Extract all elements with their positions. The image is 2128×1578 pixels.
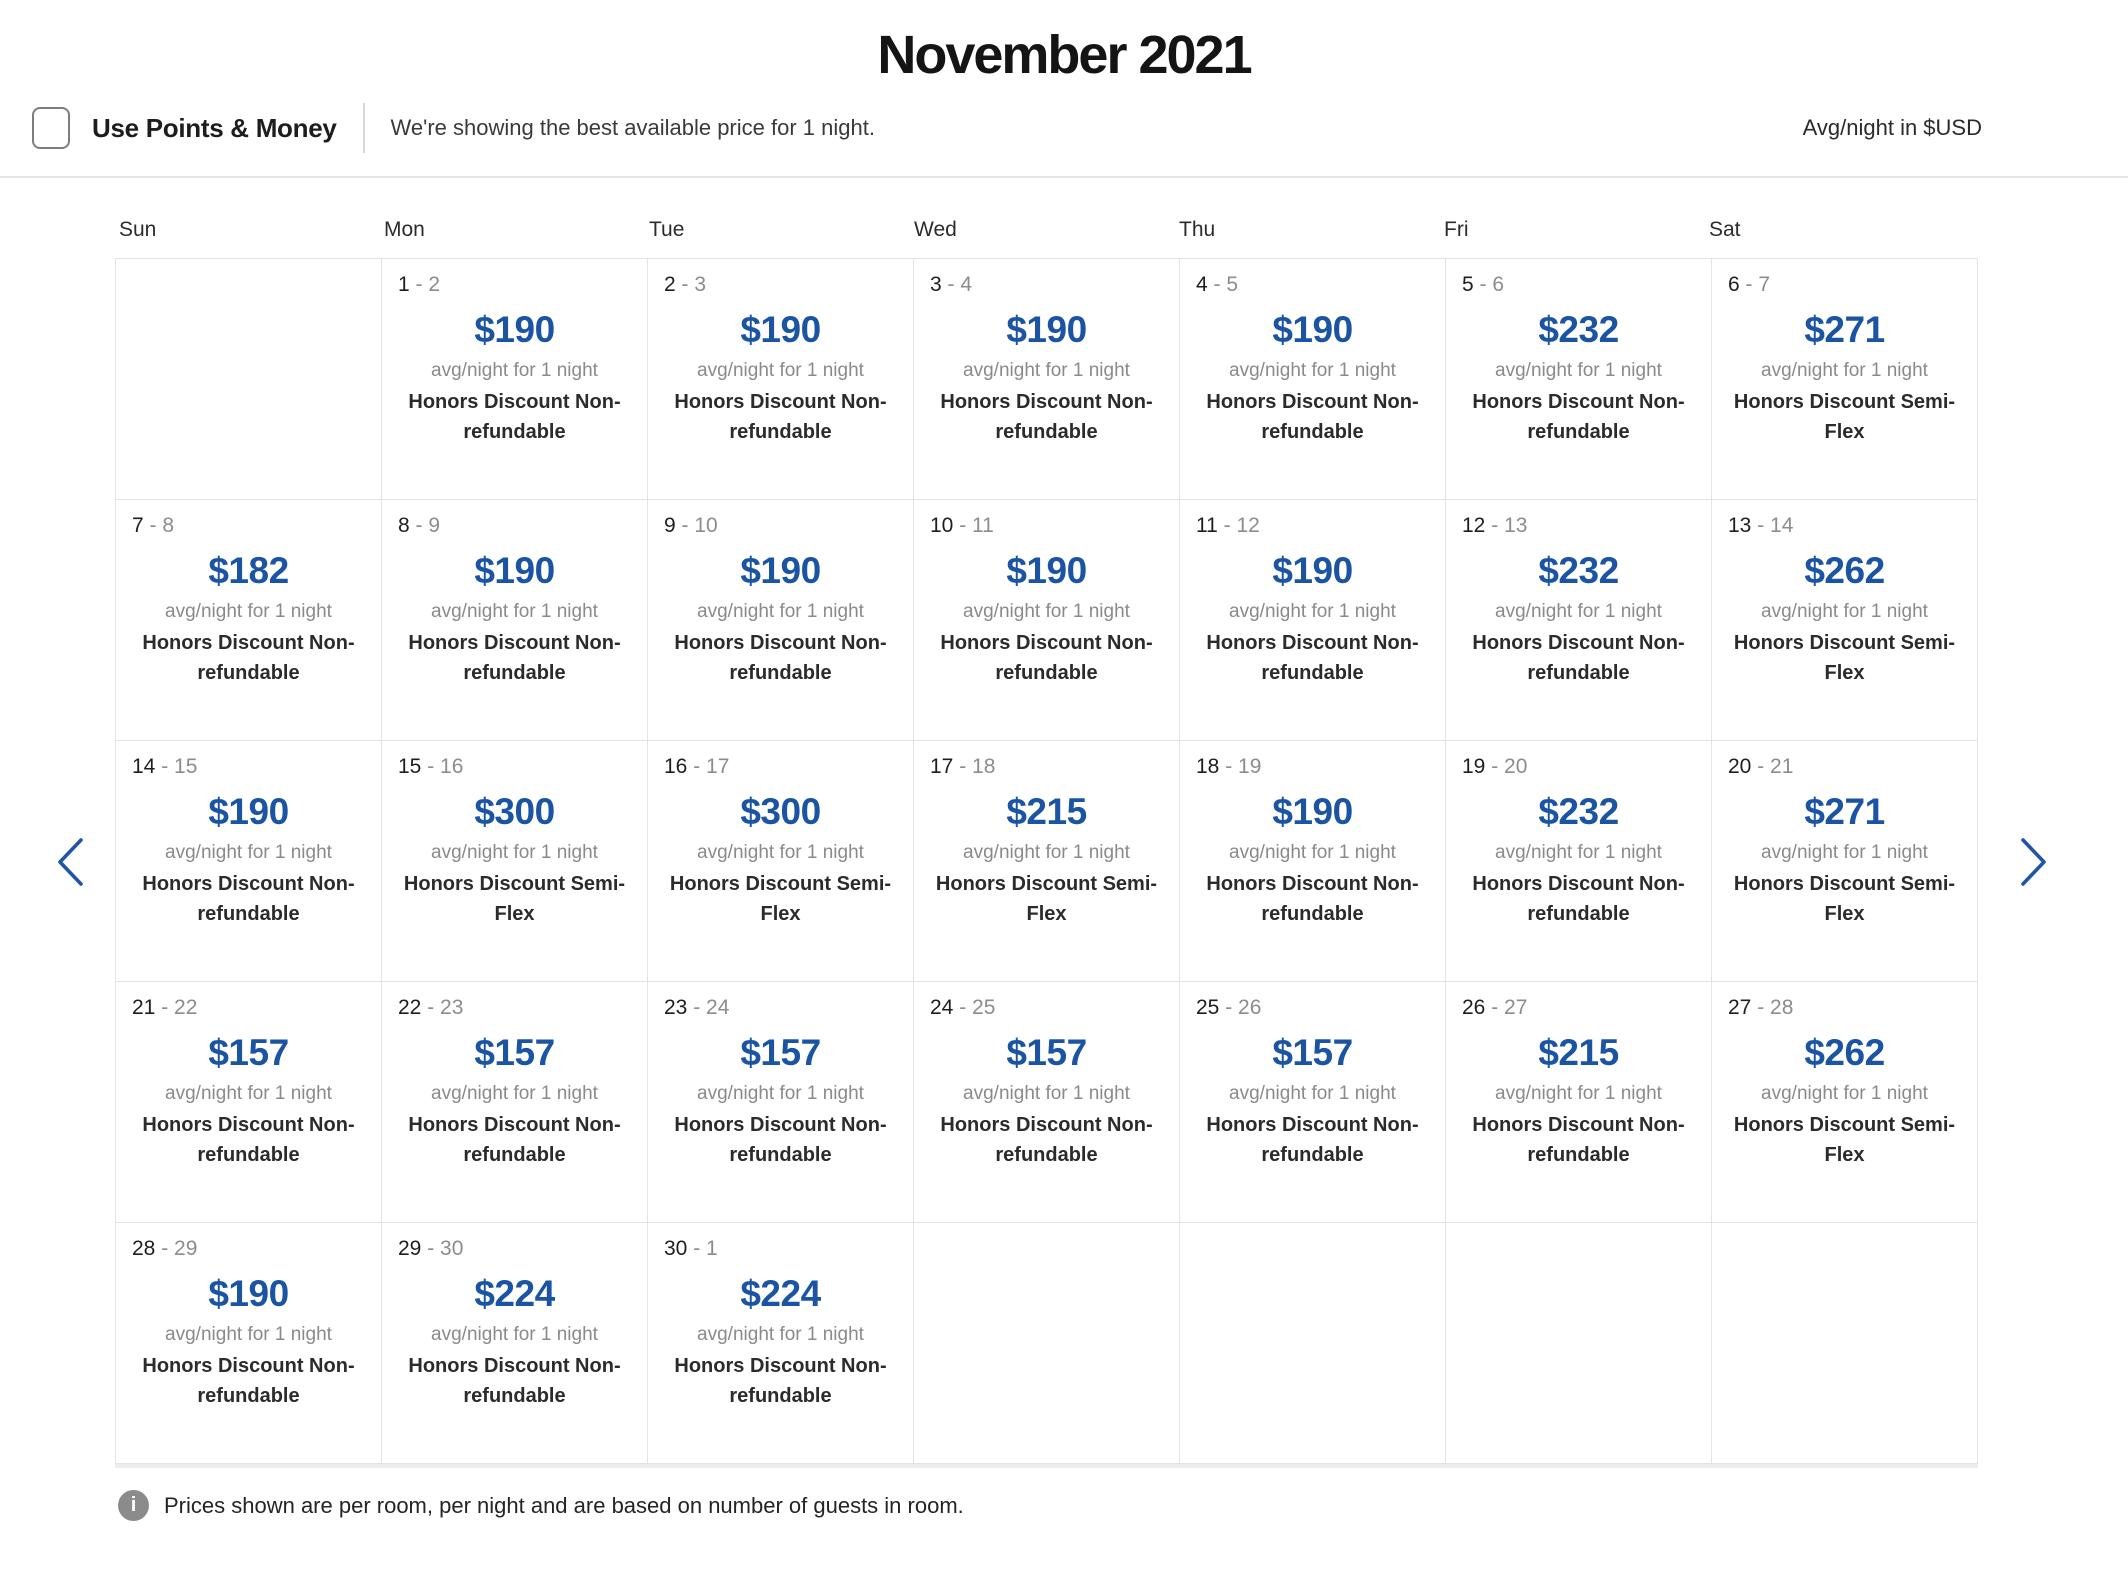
date-start: 22 xyxy=(398,996,422,1019)
chevron-left-icon xyxy=(55,837,85,887)
avg-night-label: avg/night for 1 night xyxy=(431,1083,598,1104)
calendar-cell[interactable] xyxy=(116,500,381,740)
date-start: 1 xyxy=(398,273,410,296)
date-range-label xyxy=(128,996,369,1020)
date-range-label xyxy=(1724,996,1965,1020)
weekday-header: Sun xyxy=(119,218,157,241)
rate-name-label: Honors Discount Non-refundable xyxy=(142,873,355,925)
calendar-cell-empty xyxy=(1180,1223,1445,1463)
rate-block xyxy=(1192,791,1433,929)
price-label: $190 xyxy=(740,550,821,591)
rate-name-label: Honors Discount Non-refundable xyxy=(1206,873,1419,925)
rate-name-label: Honors Discount Semi-Flex xyxy=(1733,873,1956,925)
calendar-cell[interactable] xyxy=(1446,259,1711,499)
rate-name-label: Honors Discount Non-refundable xyxy=(1472,632,1685,684)
price-label: $157 xyxy=(740,1032,821,1073)
date-range-label xyxy=(926,273,1167,297)
avg-night-label: avg/night for 1 night xyxy=(963,360,1130,381)
calendar-cell-empty xyxy=(116,259,381,499)
rate-name-label: Honors Discount Non-refundable xyxy=(142,632,355,684)
price-label: $182 xyxy=(208,550,289,591)
rate-block xyxy=(660,1032,901,1170)
calendar-cell[interactable] xyxy=(1180,982,1445,1222)
avg-night-label: avg/night for 1 night xyxy=(1761,842,1928,863)
calendar-area xyxy=(0,218,2128,1464)
avg-night-label: avg/night for 1 night xyxy=(1761,360,1928,381)
date-range-label xyxy=(1724,514,1965,538)
date-range-label xyxy=(394,755,635,779)
rate-name-label: Honors Discount Non-refundable xyxy=(1472,1114,1685,1166)
avg-night-label: avg/night for 1 night xyxy=(963,1083,1130,1104)
avg-night-label: avg/night for 1 night xyxy=(431,842,598,863)
rate-block xyxy=(660,791,901,929)
date-end: - 15 xyxy=(155,755,198,778)
avg-night-label: avg/night for 1 night xyxy=(1761,1083,1928,1104)
price-label: $300 xyxy=(740,791,821,832)
footnote-text: Prices shown are per room, per night and are based on number of guests in room. xyxy=(164,1492,964,1518)
avg-night-label: avg/night for 1 night xyxy=(697,601,864,622)
price-label: $271 xyxy=(1804,309,1885,350)
info-icon: i xyxy=(118,1490,149,1521)
date-end: - 25 xyxy=(953,996,996,1019)
calendar-cell[interactable] xyxy=(914,259,1179,499)
date-start: 11 xyxy=(1196,514,1218,537)
rate-name-label: Honors Discount Non-refundable xyxy=(674,1355,887,1407)
date-end: - 27 xyxy=(1485,996,1528,1019)
date-end: - 18 xyxy=(953,755,996,778)
avg-night-label: avg/night for 1 night xyxy=(431,601,598,622)
date-start: 13 xyxy=(1728,514,1752,537)
rate-name-label: Honors Discount Non-refundable xyxy=(408,1114,621,1166)
date-end: - 30 xyxy=(421,1237,464,1260)
price-label: $190 xyxy=(740,309,821,350)
date-range-label xyxy=(394,1237,635,1261)
page-title: November 2021 xyxy=(877,25,1251,85)
avg-night-label: avg/night for 1 night xyxy=(697,1083,864,1104)
date-end: - 9 xyxy=(409,514,441,537)
date-end: - 29 xyxy=(155,1237,198,1260)
rate-block xyxy=(1458,1032,1699,1170)
price-label: $224 xyxy=(740,1273,821,1314)
rate-block xyxy=(1458,550,1699,688)
calendar-cell[interactable] xyxy=(382,982,647,1222)
calendar-cell[interactable] xyxy=(648,741,913,981)
date-start: 8 xyxy=(398,514,410,537)
calendar-cell[interactable] xyxy=(1712,500,1977,740)
date-end: - 8 xyxy=(143,514,175,537)
avg-night-label: avg/night for 1 night xyxy=(165,601,332,622)
date-start: 19 xyxy=(1462,755,1486,778)
weekday-header: Fri xyxy=(1444,218,1469,241)
date-start: 2 xyxy=(664,273,676,296)
price-label: $262 xyxy=(1804,550,1885,591)
calendar-cell[interactable] xyxy=(382,1223,647,1463)
price-label: $190 xyxy=(1272,550,1353,591)
avg-night-label: avg/night for 1 night xyxy=(963,842,1130,863)
rate-block xyxy=(128,1273,369,1411)
date-range-label xyxy=(1458,514,1699,538)
rate-name-label: Honors Discount Semi-Flex xyxy=(1733,1114,1956,1166)
rate-block xyxy=(128,1032,369,1170)
date-range-label xyxy=(926,755,1167,779)
date-start: 28 xyxy=(132,1237,156,1260)
date-end: - 12 xyxy=(1217,514,1260,537)
calendar-cell[interactable] xyxy=(116,1223,381,1463)
rate-block xyxy=(1724,1032,1965,1170)
date-range-label xyxy=(128,514,369,538)
rate-name-label: Honors Discount Non-refundable xyxy=(940,1114,1153,1166)
rate-name-label: Honors Discount Non-refundable xyxy=(940,632,1153,684)
calendar-cell[interactable] xyxy=(648,259,913,499)
calendar-cell[interactable] xyxy=(116,982,381,1222)
avg-night-label: avg/night for 1 night xyxy=(1495,360,1662,381)
date-start: 3 xyxy=(930,273,942,296)
toolbar xyxy=(0,96,2128,178)
avg-night-label: avg/night for 1 night xyxy=(431,1324,598,1345)
date-start: 23 xyxy=(664,996,688,1019)
date-end: - 5 xyxy=(1207,273,1239,296)
date-range-label xyxy=(660,996,901,1020)
avg-night-label: avg/night for 1 night xyxy=(165,1083,332,1104)
avg-night-label: avg/night for 1 night xyxy=(1229,601,1396,622)
chevron-right-icon xyxy=(2019,837,2049,887)
date-end: - 7 xyxy=(1739,273,1771,296)
avg-night-label: avg/night for 1 night xyxy=(165,842,332,863)
calendar-cell[interactable] xyxy=(1712,259,1977,499)
calendar-grid xyxy=(115,258,1978,1464)
date-start: 15 xyxy=(398,755,422,778)
price-label: $300 xyxy=(474,791,555,832)
footnote xyxy=(118,1490,2128,1521)
calendar-cell[interactable] xyxy=(1180,500,1445,740)
rate-block xyxy=(660,309,901,447)
rate-block xyxy=(1724,550,1965,688)
rate-name-label: Honors Discount Non-refundable xyxy=(408,632,621,684)
date-start: 10 xyxy=(930,514,954,537)
date-start: 12 xyxy=(1462,514,1486,537)
date-range-label xyxy=(1192,273,1433,297)
calendar-cell[interactable] xyxy=(1446,741,1711,981)
rate-name-label: Honors Discount Non-refundable xyxy=(1472,873,1685,925)
rate-name-label: Honors Discount Non-refundable xyxy=(142,1355,355,1407)
calendar-cell[interactable] xyxy=(1712,741,1977,981)
date-range-label xyxy=(128,1237,369,1261)
calendar-cell[interactable] xyxy=(914,500,1179,740)
date-start: 5 xyxy=(1462,273,1474,296)
calendar-cell[interactable] xyxy=(1712,982,1977,1222)
price-label: $190 xyxy=(1006,550,1087,591)
rate-block xyxy=(1724,791,1965,929)
date-start: 21 xyxy=(132,996,156,1019)
rate-block xyxy=(394,791,635,929)
date-end: - 20 xyxy=(1485,755,1528,778)
date-end: - 16 xyxy=(421,755,464,778)
rate-name-label: Honors Discount Semi-Flex xyxy=(1733,391,1956,443)
date-end: - 24 xyxy=(687,996,730,1019)
calendar-cell[interactable] xyxy=(648,500,913,740)
weekday-header: Thu xyxy=(1179,218,1216,241)
date-range-label xyxy=(1192,514,1433,538)
calendar-cell[interactable] xyxy=(382,741,647,981)
avg-night-label: avg/night for 1 night xyxy=(963,601,1130,622)
next-month-button[interactable] xyxy=(2012,834,2056,890)
date-range-label xyxy=(660,514,901,538)
price-label: $190 xyxy=(474,309,555,350)
date-start: 30 xyxy=(664,1237,688,1260)
date-end: - 19 xyxy=(1219,755,1262,778)
date-range-label xyxy=(1724,755,1965,779)
date-start: 26 xyxy=(1462,996,1486,1019)
rate-block xyxy=(1458,791,1699,929)
calendar-cell-empty xyxy=(1712,1223,1977,1463)
price-label: $157 xyxy=(474,1032,555,1073)
date-end: - 14 xyxy=(1751,514,1794,537)
price-label: $157 xyxy=(208,1032,289,1073)
calendar-cell[interactable] xyxy=(1446,982,1711,1222)
rate-name-label: Honors Discount Non-refundable xyxy=(408,391,621,443)
avg-night-label: avg/night for 1 night xyxy=(1495,842,1662,863)
rate-name-label: Honors Discount Semi-Flex xyxy=(669,873,892,925)
date-end: - 1 xyxy=(687,1237,718,1260)
date-range-label xyxy=(660,1237,901,1261)
rate-name-label: Honors Discount Non-refundable xyxy=(1472,391,1685,443)
calendar-cell[interactable] xyxy=(648,982,913,1222)
date-end: - 21 xyxy=(1751,755,1794,778)
use-points-toggle[interactable] xyxy=(32,107,337,149)
rate-name-label: Honors Discount Non-refundable xyxy=(674,391,887,443)
weekday-header: Mon xyxy=(384,218,425,241)
avg-night-label: avg/night for 1 night xyxy=(697,1324,864,1345)
price-label: $157 xyxy=(1272,1032,1353,1073)
price-label: $190 xyxy=(1006,309,1087,350)
date-range-label xyxy=(1458,996,1699,1020)
price-label: $215 xyxy=(1006,791,1087,832)
toolbar-divider xyxy=(363,103,365,153)
price-label: $232 xyxy=(1538,550,1619,591)
rate-name-label: Honors Discount Non-refundable xyxy=(1206,632,1419,684)
rate-block xyxy=(1458,309,1699,447)
price-label: $190 xyxy=(474,550,555,591)
rate-block xyxy=(660,550,901,688)
avg-night-label: avg/night for 1 night xyxy=(431,360,598,381)
calendar-cell[interactable] xyxy=(1180,741,1445,981)
price-label: $190 xyxy=(1272,791,1353,832)
date-end: - 17 xyxy=(687,755,730,778)
weekday-header-row xyxy=(115,218,2128,242)
price-label: $232 xyxy=(1538,791,1619,832)
date-start: 18 xyxy=(1196,755,1220,778)
avg-night-label: avg/night for 1 night xyxy=(1229,1083,1396,1104)
calendar-cell-empty xyxy=(1446,1223,1711,1463)
rate-block xyxy=(926,550,1167,688)
rate-name-label: Honors Discount Non-refundable xyxy=(674,632,887,684)
avg-night-label: avg/night for 1 night xyxy=(165,1324,332,1345)
price-label: $271 xyxy=(1804,791,1885,832)
calendar-cell[interactable] xyxy=(1180,259,1445,499)
price-label: $190 xyxy=(208,791,289,832)
rate-name-label: Honors Discount Non-refundable xyxy=(674,1114,887,1166)
rate-block xyxy=(1724,309,1965,447)
date-range-label xyxy=(394,996,635,1020)
rate-block xyxy=(394,550,635,688)
date-end: - 23 xyxy=(421,996,464,1019)
date-start: 27 xyxy=(1728,996,1752,1019)
date-end: - 6 xyxy=(1473,273,1505,296)
price-label: $215 xyxy=(1538,1032,1619,1073)
date-start: 6 xyxy=(1728,273,1740,296)
date-start: 16 xyxy=(664,755,688,778)
rate-block xyxy=(1192,309,1433,447)
date-range-label xyxy=(660,755,901,779)
date-end: - 28 xyxy=(1751,996,1794,1019)
rate-name-label: Honors Discount Non-refundable xyxy=(142,1114,355,1166)
rate-block xyxy=(1192,1032,1433,1170)
calendar-cell[interactable] xyxy=(382,259,647,499)
rate-block xyxy=(394,309,635,447)
rate-block xyxy=(128,550,369,688)
prev-month-button[interactable] xyxy=(48,834,92,890)
rate-block xyxy=(926,791,1167,929)
price-label: $190 xyxy=(208,1273,289,1314)
date-start: 29 xyxy=(398,1237,422,1260)
price-label: $157 xyxy=(1006,1032,1087,1073)
date-end: - 26 xyxy=(1219,996,1262,1019)
avg-night-label: avg/night for 1 night xyxy=(1229,360,1396,381)
rate-name-label: Honors Discount Semi-Flex xyxy=(403,873,626,925)
calendar-cell[interactable] xyxy=(116,741,381,981)
avg-night-label: avg/night for 1 night xyxy=(1761,601,1928,622)
date-start: 4 xyxy=(1196,273,1208,296)
calendar-cell[interactable] xyxy=(914,982,1179,1222)
rate-block xyxy=(1192,550,1433,688)
price-label: $262 xyxy=(1804,1032,1885,1073)
avg-night-label: avg/night for 1 night xyxy=(1495,601,1662,622)
rate-name-label: Honors Discount Non-refundable xyxy=(1206,391,1419,443)
avg-night-label: avg/night for 1 night xyxy=(697,842,864,863)
rate-name-label: Honors Discount Semi-Flex xyxy=(1733,632,1956,684)
date-range-label xyxy=(1458,273,1699,297)
price-label: $224 xyxy=(474,1273,555,1314)
date-range-label xyxy=(128,755,369,779)
rate-name-label: Honors Discount Non-refundable xyxy=(408,1355,621,1407)
date-start: 17 xyxy=(930,755,954,778)
date-end: - 11 xyxy=(953,514,994,537)
date-range-label xyxy=(1724,273,1965,297)
date-range-label xyxy=(1192,996,1433,1020)
calendar-cell[interactable] xyxy=(648,1223,913,1463)
rate-name-label: Honors Discount Non-refundable xyxy=(940,391,1153,443)
calendar-cell-empty xyxy=(914,1223,1179,1463)
price-label: $190 xyxy=(1272,309,1353,350)
avg-night-label: avg/night for 1 night xyxy=(697,360,864,381)
date-range-label xyxy=(394,514,635,538)
rate-block xyxy=(660,1273,901,1411)
date-end: - 4 xyxy=(941,273,973,296)
date-end: - 10 xyxy=(675,514,718,537)
date-range-label xyxy=(1458,755,1699,779)
date-end: - 22 xyxy=(155,996,198,1019)
calendar-cell[interactable] xyxy=(914,741,1179,981)
toolbar-message: We're showing the best available price for 1 night. xyxy=(390,115,875,140)
rate-name-label: Honors Discount Semi-Flex xyxy=(935,873,1158,925)
date-end: - 13 xyxy=(1485,514,1528,537)
date-end: - 3 xyxy=(675,273,707,296)
date-start: 9 xyxy=(664,514,676,537)
calendar-cell[interactable] xyxy=(382,500,647,740)
date-end: - 2 xyxy=(409,273,441,296)
date-range-label xyxy=(926,514,1167,538)
rate-block xyxy=(394,1032,635,1170)
currency-label: Avg/night in $USD xyxy=(1802,115,1982,140)
date-range-label xyxy=(926,996,1167,1020)
date-range-label xyxy=(1192,755,1433,779)
date-start: 20 xyxy=(1728,755,1752,778)
weekday-header: Tue xyxy=(649,218,685,241)
avg-night-label: avg/night for 1 night xyxy=(1229,842,1396,863)
rate-block xyxy=(394,1273,635,1411)
date-range-label xyxy=(394,273,635,297)
use-points-checkbox[interactable] xyxy=(32,107,70,149)
rate-name-label: Honors Discount Non-refundable xyxy=(1206,1114,1419,1166)
rate-block xyxy=(926,1032,1167,1170)
date-start: 24 xyxy=(930,996,954,1019)
rate-block xyxy=(926,309,1167,447)
weekday-header: Sat xyxy=(1709,218,1741,241)
date-start: 7 xyxy=(132,514,144,537)
date-range-label xyxy=(660,273,901,297)
rate-block xyxy=(128,791,369,929)
date-start: 25 xyxy=(1196,996,1220,1019)
avg-night-label: avg/night for 1 night xyxy=(1495,1083,1662,1104)
calendar-cell[interactable] xyxy=(1446,500,1711,740)
price-label: $232 xyxy=(1538,309,1619,350)
use-points-label: Use Points & Money xyxy=(92,112,337,143)
weekday-header: Wed xyxy=(914,218,957,241)
date-start: 14 xyxy=(132,755,156,778)
